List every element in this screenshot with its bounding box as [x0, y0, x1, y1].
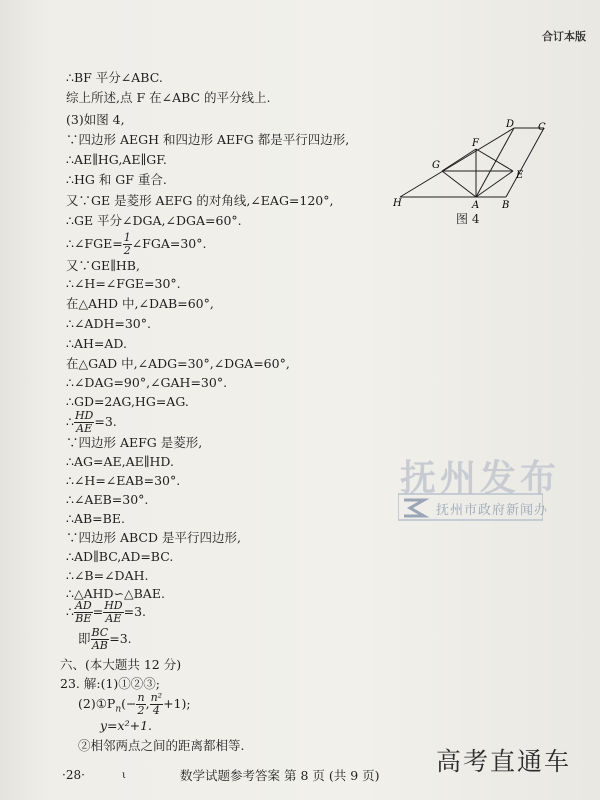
- corner-tag: 合订本版: [542, 30, 586, 43]
- half-den: 2: [123, 244, 131, 257]
- half-fraction: [123, 232, 132, 257]
- result-ratio-line: [78, 627, 132, 652]
- sim-den-1: BE: [75, 612, 92, 625]
- ratio-line: [66, 410, 117, 435]
- ratio-suffix: =3.: [94, 414, 117, 429]
- half-prefix: ∴∠FGE=: [66, 236, 123, 251]
- label-D: D: [506, 119, 515, 130]
- solution-line: ∴△AHD∽△BAE.: [66, 586, 165, 601]
- solution-line: 在△GAD 中,∠ADG=30°,∠DGA=60°,: [66, 356, 290, 371]
- p-fraction-1: [136, 692, 145, 717]
- q23-equation: y=x²+1.: [100, 718, 152, 733]
- ratio-den: AE: [76, 422, 93, 435]
- footer-tick: ι: [122, 770, 126, 781]
- p-fraction-2: [150, 692, 164, 717]
- solution-line: ∴∠AEB=30°.: [66, 492, 149, 507]
- section-heading: 六、(本大题共 12 分): [60, 657, 182, 672]
- sim-prefix: ∴: [66, 604, 74, 619]
- solution-line: ∴∠H=∠EAB=30°.: [66, 473, 181, 488]
- solution-line: ∵四边形 ABCD 是平行四边形,: [66, 530, 241, 545]
- p-comma: ,: [145, 696, 150, 711]
- sim-fraction-2: [103, 600, 123, 625]
- solution-line: ∴∠ADH=30°.: [66, 316, 151, 331]
- watermark-title: 抚州发布: [400, 457, 561, 499]
- footer-page-info: 数学试题参考答案 第 8 页 (共 9 页): [180, 768, 380, 783]
- p-den-1: 2: [137, 704, 145, 717]
- q23-line-3: ②相邻两点之间的距离都相等.: [78, 738, 245, 753]
- result-fraction: [91, 627, 110, 652]
- sim-fraction-1: [74, 600, 93, 625]
- sim-suffix: =3.: [123, 604, 147, 619]
- half-suffix: ∠FGA=30°.: [131, 236, 207, 251]
- solution-line: ∴AH=AD.: [66, 336, 127, 351]
- ratio-prefix: ∴: [66, 414, 74, 429]
- solution-line: ∴GE 平分∠DGA,∠DGA=60°.: [66, 213, 242, 228]
- p-num-1: n: [137, 691, 145, 704]
- solution-line: 综上所述,点 F 在∠ABC 的平分线上.: [66, 90, 271, 105]
- p-prefix: (2)①P: [78, 696, 116, 711]
- ratio-num: HD: [74, 409, 94, 422]
- solution-line: (3)如图 4,: [66, 112, 125, 127]
- result-num: BC: [91, 626, 109, 639]
- figure-4-diagram: [388, 118, 558, 210]
- label-F: F: [472, 138, 479, 149]
- solution-line: 又∵GE 是菱形 AEFG 的对角线,∠EAG=120°,: [66, 193, 334, 208]
- brand-watermark: 高考直通车: [436, 747, 572, 776]
- solution-line: ∴AD∥BC,AD=BC.: [66, 549, 174, 564]
- p-suffix: +1);: [163, 696, 191, 711]
- result-prefix: 即: [78, 631, 91, 646]
- half-angle-line: [66, 232, 206, 257]
- p-den-2: 4: [152, 704, 160, 717]
- line-FE: [476, 149, 513, 171]
- solution-line: ∴AG=AE,AE∥HD.: [66, 454, 174, 469]
- label-G: G: [432, 160, 440, 171]
- solution-line: ∴BF 平分∠ABC.: [66, 70, 163, 85]
- solution-line: ∴∠H=∠FGE=30°.: [66, 276, 181, 291]
- watermark-logo-text: 抚州市政府新闻办: [436, 503, 549, 518]
- solution-line: 在△AHD 中,∠DAB=60°,: [66, 296, 214, 311]
- line-GF: [442, 149, 476, 171]
- p-sub: n: [115, 704, 122, 715]
- sim-num-1: AD: [74, 599, 92, 612]
- solution-line: ∵四边形 AEFG 是菱形,: [66, 435, 203, 450]
- label-H: H: [393, 198, 402, 209]
- similar-ratio-line: [66, 600, 146, 625]
- line-GA: [442, 171, 476, 197]
- result-den: AB: [91, 639, 108, 652]
- page-number-left: ·28·: [62, 768, 85, 782]
- half-num: 1: [123, 231, 131, 244]
- solution-line: ∴∠B=∠DAH.: [66, 568, 149, 583]
- line-HD: [400, 128, 514, 197]
- line-CB: [506, 128, 544, 197]
- figure-caption: 图 4: [456, 212, 480, 226]
- solution-line: ∴HG 和 GF 重合.: [66, 172, 167, 187]
- label-E: E: [516, 170, 524, 181]
- solution-line: 又∵GE∥HB,: [66, 258, 140, 273]
- sim-den-2: AE: [105, 612, 122, 625]
- result-suffix: =3.: [109, 631, 132, 646]
- solution-line: ∴AB=BE.: [66, 511, 125, 526]
- ratio-fraction: [74, 410, 94, 435]
- p-num-2: n²: [150, 691, 163, 704]
- sim-eq: =: [92, 604, 104, 619]
- label-A: A: [472, 200, 480, 210]
- p-open: (−: [121, 696, 137, 711]
- solution-line: ∴GD=2AG,HG=AG.: [66, 394, 189, 409]
- solution-line: ∴∠DAG=90°,∠GAH=30°.: [66, 375, 228, 390]
- sim-num-2: HD: [104, 599, 123, 612]
- line-AE: [476, 171, 513, 197]
- q23-point-line: [78, 692, 191, 718]
- label-C: C: [538, 122, 546, 133]
- q23-line-1: 23. 解:(1)①②③;: [60, 676, 160, 691]
- label-B: B: [502, 200, 510, 210]
- solution-line: ∵四边形 AEGH 和四边形 AEFG 都是平行四边形,: [66, 132, 350, 147]
- line-AD: [476, 128, 514, 197]
- solution-line: ∴AE∥HG,AE∥GF.: [66, 152, 167, 167]
